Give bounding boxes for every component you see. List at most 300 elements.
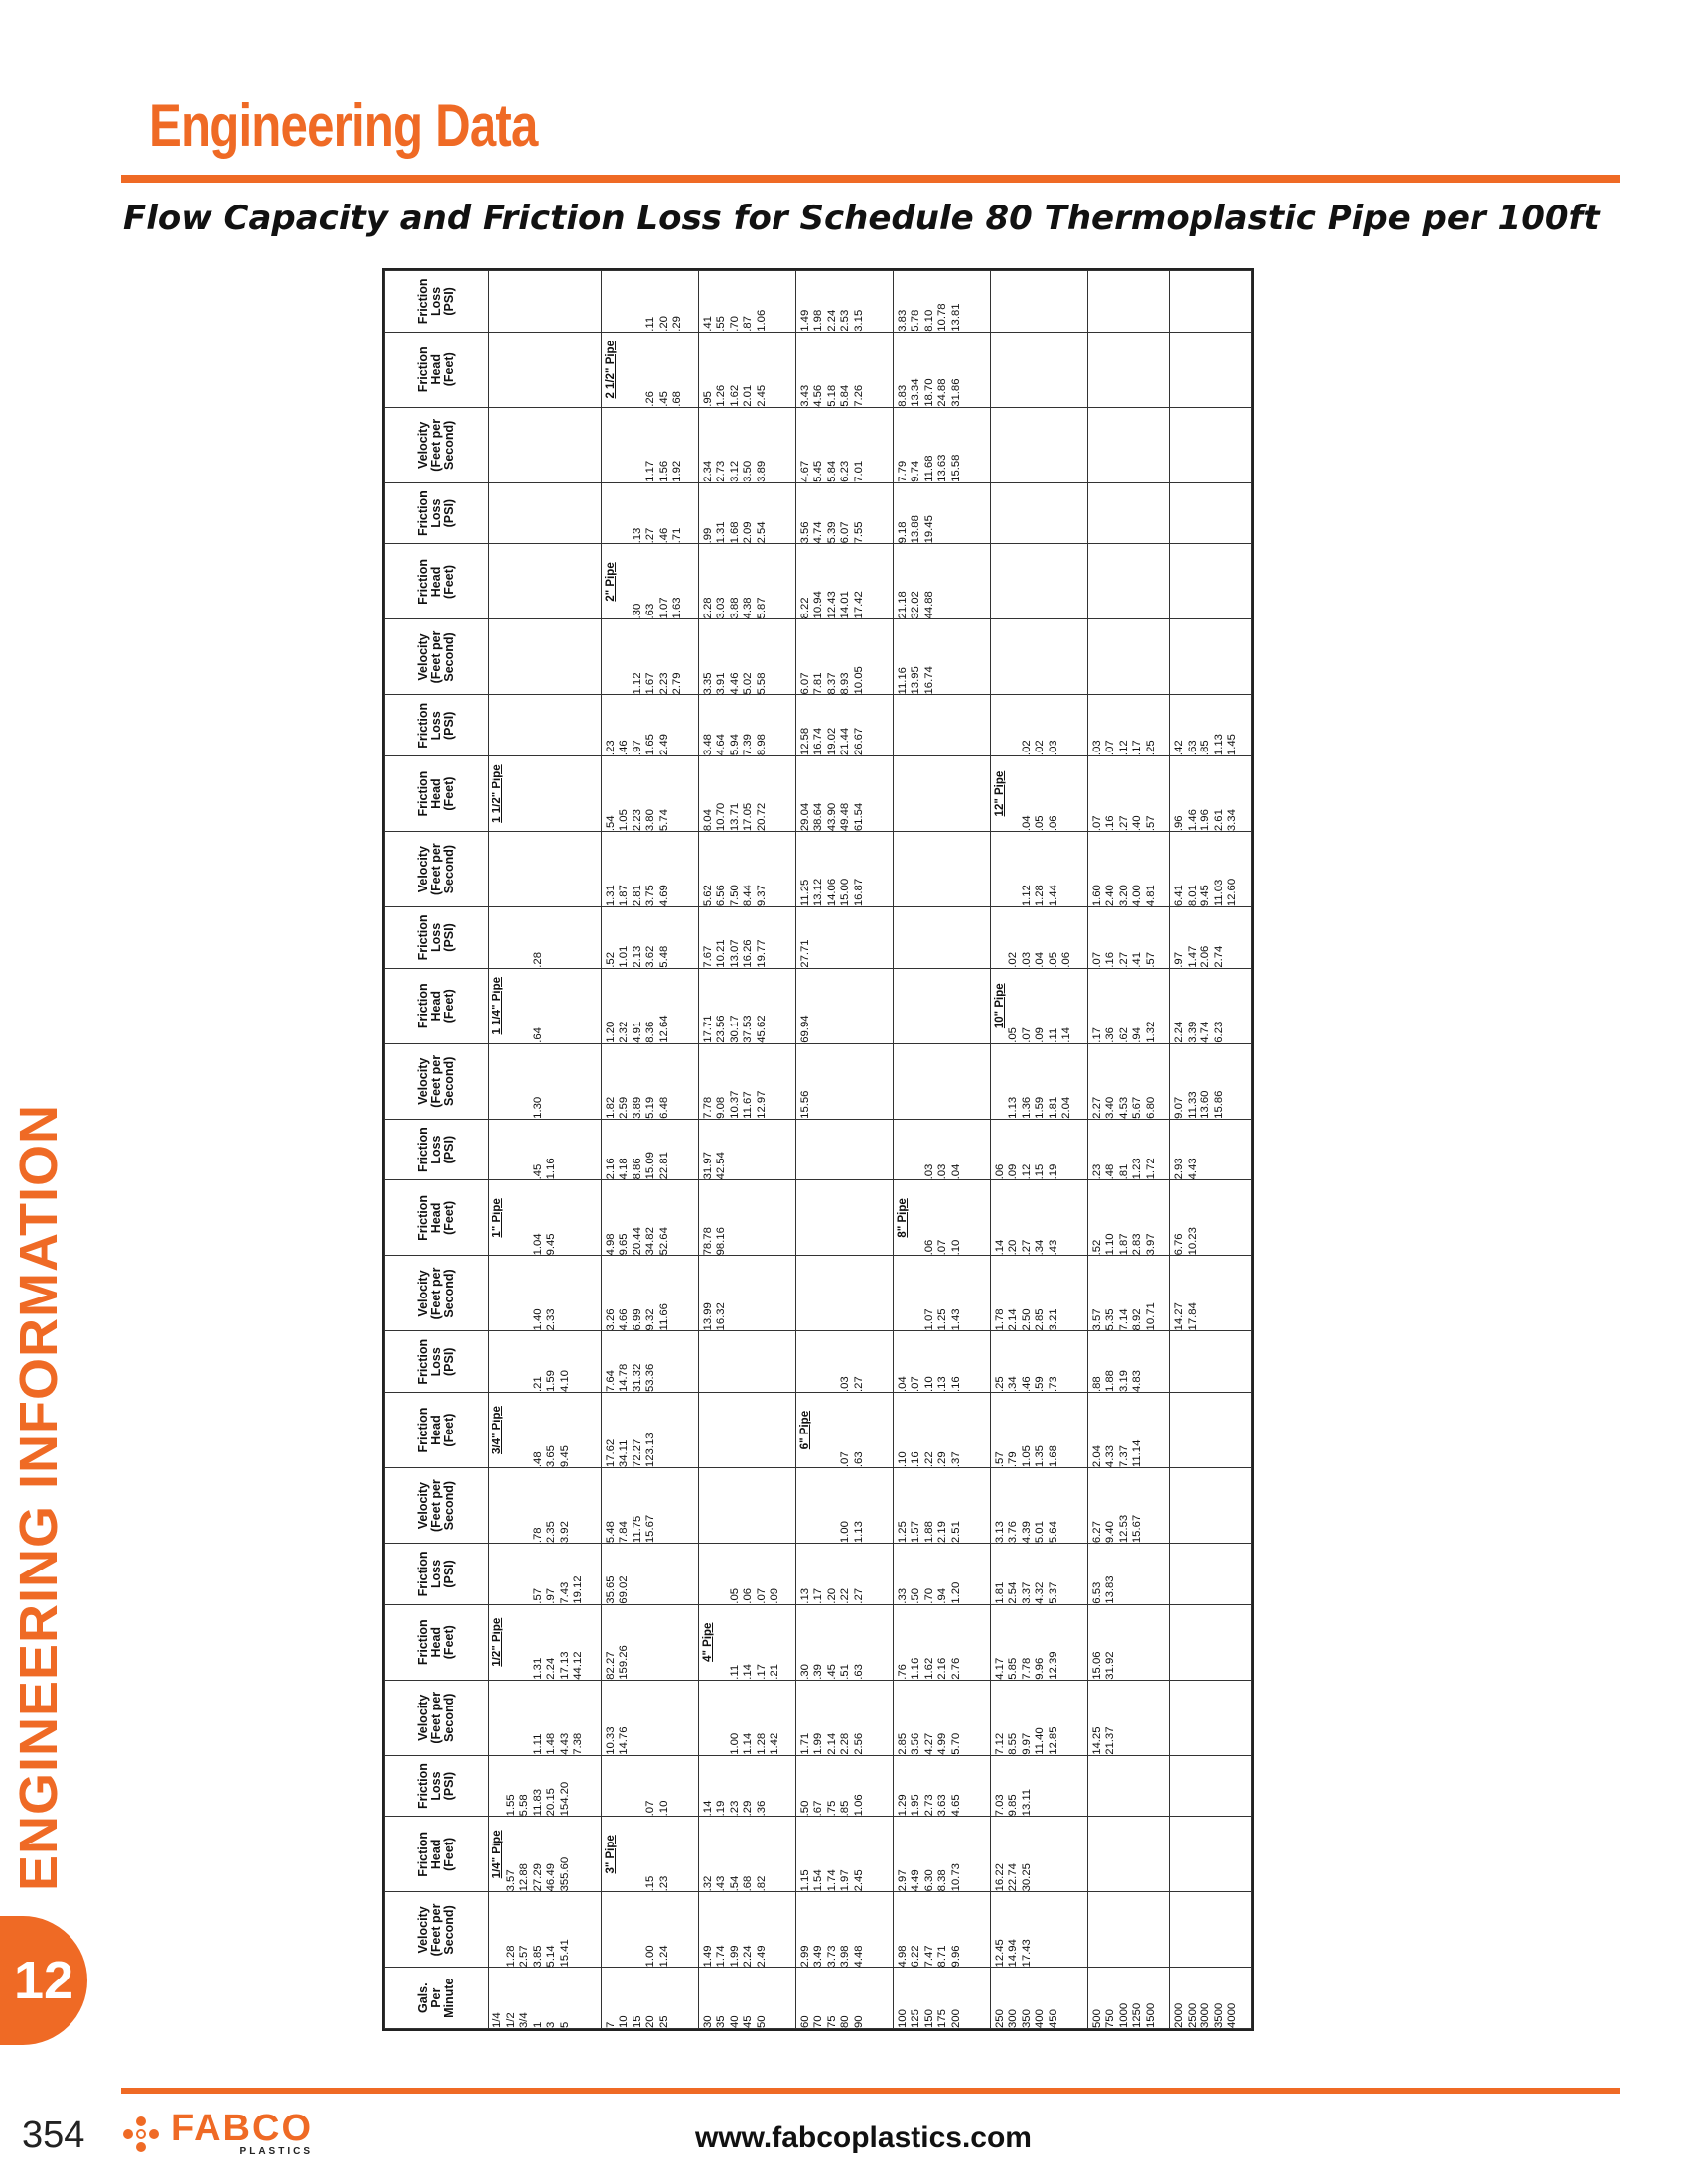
table-value — [545, 832, 559, 906]
table-value: 27.29 — [531, 1863, 544, 1892]
table-value — [1060, 696, 1074, 756]
table-value: 1.07 — [657, 597, 670, 619]
friction-head-cell — [795, 1180, 893, 1256]
friction-head-cell — [1087, 968, 1169, 1043]
table-value: 4.33 — [1104, 1445, 1117, 1468]
header-friction-head-line: Head — [429, 1415, 443, 1445]
table-value — [910, 832, 923, 906]
header-friction-loss-line: Friction — [416, 490, 430, 537]
table-value: .36 — [755, 1800, 768, 1817]
gpm-value: 300 — [1007, 2009, 1020, 2028]
table-value: 3.85 — [531, 1945, 544, 1968]
table-value — [756, 1393, 770, 1467]
velocity-cell — [698, 1468, 795, 1544]
header-friction-loss-line: Loss — [429, 711, 443, 741]
table-value — [618, 1817, 632, 1891]
table-value: .29 — [742, 1800, 755, 1817]
header-velocity-line: (Feet per — [429, 1691, 443, 1744]
gpm-value: 90 — [852, 2015, 865, 2028]
friction-loss-cell — [795, 1544, 893, 1605]
table-value: 12.60 — [1226, 878, 1239, 907]
table-value — [572, 969, 586, 1043]
table-value: 3.34 — [1226, 809, 1239, 832]
table-value — [505, 832, 519, 906]
table-value: 4.64 — [715, 734, 728, 756]
table-value — [910, 969, 923, 1043]
table-value: .12 — [1117, 740, 1130, 756]
table-value: 1.00 — [644, 1945, 657, 1968]
velocity-cell — [1170, 1256, 1252, 1331]
table-value — [702, 1331, 716, 1392]
header-velocity — [385, 1468, 489, 1544]
table-value — [1213, 1544, 1227, 1604]
table-value: .97 — [1173, 952, 1186, 968]
friction-head-cell — [601, 756, 698, 832]
gpm-value: 150 — [922, 2009, 935, 2028]
table-value: 6.27 — [1090, 1521, 1103, 1544]
table-value — [910, 696, 923, 756]
table-value — [729, 1256, 743, 1330]
table-value — [1173, 544, 1187, 618]
friction-loss-cell — [489, 482, 602, 544]
header-velocity — [385, 619, 489, 695]
header-friction-head-line: Friction — [416, 1194, 430, 1241]
friction-head-cell — [795, 1817, 893, 1892]
table-value — [572, 1256, 586, 1330]
gpm-value: 175 — [936, 2009, 949, 2028]
table-value — [1226, 1756, 1240, 1817]
header-friction-loss-line: Friction — [416, 1763, 430, 1809]
table-value — [1226, 1468, 1240, 1543]
table-value — [897, 907, 911, 968]
gpm-cell — [601, 1968, 698, 2029]
table-value: .82 — [755, 1875, 768, 1892]
table-value — [1118, 1817, 1132, 1891]
friction-head-cell — [601, 544, 698, 619]
table-value: .21 — [769, 1664, 781, 1680]
table-value — [1021, 271, 1035, 332]
table-value: 27.71 — [798, 939, 811, 968]
velocity-cell — [990, 407, 1087, 482]
table-value — [853, 1120, 867, 1180]
velocity-cell — [698, 407, 795, 482]
header-velocity-line: Second) — [442, 632, 456, 682]
table-value: 8.86 — [631, 1158, 643, 1180]
table-value: 2.16 — [936, 1657, 949, 1680]
table-value: .09 — [1007, 1163, 1020, 1180]
friction-loss-cell — [489, 695, 602, 756]
table-value — [1173, 1544, 1187, 1604]
table-value: 1.57 — [910, 1521, 922, 1544]
table-value — [729, 1468, 743, 1543]
table-value: 1.20 — [949, 1581, 962, 1604]
table-value — [936, 907, 950, 968]
header-friction-loss-line: Loss — [429, 922, 443, 953]
table-value: .94 — [1131, 1027, 1144, 1043]
table-value: 15.67 — [1131, 1514, 1144, 1544]
table-value — [632, 333, 645, 407]
table-value — [866, 1393, 880, 1467]
table-value: 4.43 — [1186, 1158, 1198, 1180]
table-value: 3.20 — [1117, 885, 1130, 907]
table-value — [1021, 483, 1035, 544]
table-value — [559, 696, 573, 756]
velocity-cell — [1170, 619, 1252, 695]
table-value: .46 — [657, 527, 670, 544]
friction-loss-cell — [698, 1755, 795, 1817]
table-value: 1.62 — [728, 384, 741, 407]
table-value: 1.47 — [1186, 945, 1198, 968]
table-value: 3.13 — [993, 1521, 1006, 1544]
friction-head-cell — [893, 1604, 990, 1680]
table-value: 3.75 — [644, 885, 657, 907]
table-value: 5.39 — [825, 521, 838, 544]
table-value: 6.56 — [715, 885, 728, 907]
friction-loss-cell — [795, 271, 893, 333]
table-value — [532, 619, 546, 694]
table-value: 1.81 — [993, 1581, 1006, 1604]
table-value — [866, 1331, 880, 1392]
table-value: 8.83 — [896, 384, 909, 407]
table-value: 5.14 — [545, 1945, 557, 1968]
table-value: 3.62 — [644, 945, 657, 968]
table-value — [572, 1331, 586, 1392]
table-value — [1007, 832, 1021, 906]
header-velocity-line: (Feet per — [429, 418, 443, 472]
friction-loss-cell — [990, 271, 1087, 333]
table-value: 3.89 — [631, 1096, 643, 1119]
table-value — [1213, 1892, 1227, 1967]
friction-loss-cell — [1087, 695, 1169, 756]
table-value — [1199, 333, 1213, 407]
table-value: .88 — [1090, 1376, 1103, 1393]
table-value: 5.37 — [1047, 1581, 1059, 1604]
gpm-cell — [1087, 1968, 1169, 2029]
table-value: 4.27 — [922, 1732, 935, 1755]
table-value — [572, 1393, 586, 1467]
friction-loss-cell — [601, 271, 698, 333]
table-value: 13.95 — [910, 666, 922, 695]
table-value — [618, 333, 632, 407]
gpm-value: 200 — [949, 2009, 962, 2028]
table-value: 15.67 — [644, 1514, 657, 1544]
table-value: .23 — [1090, 1163, 1103, 1180]
table-value: .05 — [1007, 1027, 1020, 1043]
friction-head-cell — [489, 756, 602, 832]
table-value — [559, 271, 573, 332]
table-value: 2.19 — [936, 1521, 949, 1544]
table-value — [1213, 333, 1227, 407]
table-value: 9.32 — [644, 1308, 657, 1331]
table-value: 2.23 — [631, 809, 643, 832]
table-value: 30.25 — [1020, 1863, 1033, 1892]
table-value — [1131, 1892, 1145, 1967]
table-value — [518, 333, 532, 407]
table-value: 1.68 — [1047, 1445, 1059, 1468]
table-body — [489, 271, 1252, 2029]
table-value: 10.05 — [852, 666, 865, 695]
table-value — [1226, 1180, 1240, 1255]
table-value — [1131, 1817, 1145, 1891]
table-value: 1.10 — [1104, 1233, 1117, 1256]
table-value: 7.26 — [852, 384, 865, 407]
table-value: 31.86 — [949, 378, 962, 407]
table-value: 12.43 — [825, 591, 838, 619]
table-value: 3.35 — [701, 672, 714, 695]
table-value: 45.62 — [755, 1015, 768, 1043]
table-value: .27 — [852, 1376, 865, 1393]
header-velocity-line: (Feet per — [429, 1054, 443, 1108]
pipe-size-label: 2" Pipe — [604, 562, 617, 602]
friction-loss-cell — [1170, 1331, 1252, 1393]
velocity-cell — [489, 1043, 602, 1119]
table-value — [1104, 619, 1118, 694]
velocity-cell — [795, 619, 893, 695]
table-value: 3.40 — [1104, 1096, 1117, 1119]
table-value: 2.13 — [631, 945, 643, 968]
flow-table-frame — [382, 268, 1254, 2031]
table-value: 31.92 — [1104, 1651, 1117, 1680]
table-value — [1131, 619, 1145, 694]
table-value: .33 — [896, 1587, 909, 1604]
table-value: 4.74 — [1199, 1021, 1212, 1043]
friction-head-cell — [795, 756, 893, 832]
table-value: .34 — [1007, 1376, 1020, 1393]
pipe-size-label — [605, 271, 619, 332]
table-value: 52.64 — [657, 1227, 670, 1256]
table-value — [559, 907, 573, 968]
table-value: 1.62 — [922, 1657, 935, 1680]
table-value: .20 — [1007, 1239, 1020, 1256]
table-value: .27 — [1117, 815, 1130, 832]
velocity-cell — [1087, 1256, 1169, 1331]
table-value — [1226, 619, 1240, 694]
table-value: 1.67 — [644, 672, 657, 695]
table-value — [910, 1180, 923, 1255]
table-value: .07 — [1090, 815, 1103, 832]
header-velocity — [385, 1680, 489, 1755]
table-value: 1.99 — [812, 1732, 825, 1755]
table-value: .97 — [631, 740, 643, 756]
table-value: 1.29 — [896, 1794, 909, 1817]
table-value — [994, 483, 1008, 544]
table-value — [1199, 1180, 1213, 1255]
header-velocity-line: (Feet per — [429, 1267, 443, 1320]
gpm-value: 5 — [558, 2021, 571, 2028]
gpm-value: 1 — [531, 2021, 544, 2028]
table-value — [994, 333, 1008, 407]
table-value: .13 — [631, 527, 643, 544]
table-value — [572, 1120, 586, 1180]
table-value: 3.48 — [701, 734, 714, 756]
table-value — [1060, 832, 1074, 906]
table-value: 3.97 — [1144, 1233, 1157, 1256]
header-friction-loss-line: Friction — [416, 914, 430, 961]
table-value — [658, 1605, 672, 1680]
table-value: .10 — [949, 1239, 962, 1256]
table-value: 17.05 — [742, 802, 755, 832]
table-value: 9.37 — [755, 885, 768, 907]
table-value: 11.14 — [1131, 1439, 1144, 1468]
table-value — [715, 1605, 729, 1680]
table-value: 5.87 — [755, 597, 768, 619]
header-friction-head-line: (Feet) — [442, 352, 456, 387]
table-value — [897, 756, 911, 831]
table-value: 6.30 — [922, 1869, 935, 1892]
table-value: .07 — [839, 1451, 852, 1468]
header-velocity — [385, 407, 489, 482]
table-value: 4.83 — [1131, 1370, 1144, 1393]
table-value: 5.64 — [1047, 1521, 1059, 1544]
table-value — [1034, 1892, 1048, 1967]
table-value — [505, 1544, 519, 1604]
velocity-cell — [795, 832, 893, 907]
table-value: 1.20 — [604, 1021, 617, 1043]
table-value: 1.99 — [728, 1945, 741, 1968]
table-value — [1145, 1544, 1159, 1604]
table-value — [1187, 483, 1200, 544]
table-value — [1226, 1817, 1240, 1891]
table-value — [1048, 483, 1061, 544]
friction-head-cell — [601, 1393, 698, 1468]
table-value: 1.00 — [728, 1732, 741, 1755]
table-value: .13 — [798, 1587, 811, 1604]
table-value: .30 — [798, 1664, 811, 1680]
table-value — [1007, 696, 1021, 756]
gpm-value: 10 — [618, 2015, 631, 2028]
table-value — [729, 1331, 743, 1392]
table-value: 6.76 — [1173, 1233, 1186, 1256]
table-value — [545, 619, 559, 694]
table-value: 1.82 — [604, 1096, 617, 1119]
table-value: 123.13 — [644, 1433, 657, 1468]
table-value — [1034, 271, 1048, 332]
table-value — [505, 544, 519, 618]
fabco-logo — [123, 2108, 313, 2157]
table-value — [839, 1044, 853, 1119]
friction-loss-cell — [893, 1544, 990, 1605]
header-friction-head-line: Head — [429, 353, 443, 385]
table-value: 2.49 — [657, 734, 670, 756]
header-friction-head-line: (Feet) — [442, 1413, 456, 1447]
table-value: 15.41 — [558, 1939, 571, 1968]
table-value: 3.56 — [798, 521, 811, 544]
table-value: 13.11 — [1020, 1788, 1033, 1817]
table-value — [572, 1180, 586, 1255]
table-value — [1199, 1256, 1213, 1330]
velocity-cell — [601, 1468, 698, 1544]
gpm-value: 125 — [910, 2009, 922, 2028]
table-value: 2.76 — [949, 1657, 962, 1680]
table-value — [505, 483, 519, 544]
table-value — [1199, 1756, 1213, 1817]
table-value: .11 — [644, 316, 657, 332]
pipe-size-label: 1" Pipe — [492, 1198, 503, 1238]
table-value: .70 — [728, 316, 741, 332]
table-value — [505, 1256, 519, 1330]
header-friction-head — [385, 332, 489, 407]
table-value — [1145, 1892, 1159, 1967]
website-link[interactable]: www.fabcoplastics.com — [695, 2121, 1032, 2154]
table-value — [518, 696, 532, 756]
table-value — [1226, 1605, 1240, 1680]
table-value — [658, 1393, 672, 1467]
table-value: .27 — [852, 1587, 865, 1604]
table-value — [632, 1756, 645, 1817]
friction-head-cell — [1170, 1604, 1252, 1680]
table-value: 8.36 — [644, 1021, 657, 1043]
table-value: 1.31 — [531, 1657, 544, 1680]
table-value: 2.23 — [657, 672, 670, 695]
table-value — [853, 907, 867, 968]
table-value: 4.98 — [604, 1233, 617, 1256]
table-value — [1199, 1817, 1213, 1891]
table-value — [559, 832, 573, 906]
table-value: .07 — [910, 1376, 922, 1393]
table-value: 10.70 — [715, 802, 728, 832]
friction-head-cell — [489, 1604, 602, 1680]
table-value: .57 — [993, 1451, 1006, 1468]
table-value: 2.74 — [1212, 945, 1225, 968]
table-value — [572, 907, 586, 968]
table-value: .29 — [936, 1451, 949, 1468]
table-value — [994, 271, 1008, 332]
table-value — [715, 1393, 729, 1467]
table-value — [729, 1393, 743, 1467]
header-friction-loss-line: (PSI) — [442, 498, 456, 528]
table-value: 3.03 — [715, 597, 728, 619]
table-value: .62 — [1117, 1027, 1130, 1043]
table-value — [950, 907, 964, 968]
table-value — [1187, 271, 1200, 332]
table-value: 2.27 — [1090, 1096, 1103, 1119]
table-value — [1226, 1120, 1240, 1180]
table-value: .39 — [812, 1664, 825, 1680]
table-value — [994, 408, 1008, 482]
table-value — [572, 1892, 586, 1967]
table-value — [572, 1756, 586, 1817]
table-value — [1199, 1393, 1213, 1467]
velocity-cell — [893, 1680, 990, 1755]
gpm-cell — [795, 1968, 893, 2029]
table-value — [618, 483, 632, 544]
table-value: 2.04 — [1060, 1096, 1073, 1119]
table-value — [1021, 619, 1035, 694]
velocity-cell — [489, 1680, 602, 1755]
table-value: 49.48 — [839, 802, 852, 832]
table-value — [1187, 408, 1200, 482]
velocity-cell — [893, 1468, 990, 1544]
friction-loss-cell — [1087, 1755, 1169, 1817]
friction-head-cell — [698, 968, 795, 1043]
table-value — [826, 907, 840, 968]
velocity-cell — [1087, 1892, 1169, 1968]
gpm-value: 80 — [839, 2015, 852, 2028]
table-value: 4.00 — [1131, 885, 1144, 907]
table-value: 2.28 — [839, 1732, 852, 1755]
table-value — [936, 544, 950, 618]
friction-head-cell — [698, 1393, 795, 1468]
table-value: 5.58 — [518, 1794, 530, 1817]
table-value: .17 — [1131, 740, 1144, 756]
velocity-cell — [990, 1256, 1087, 1331]
table-value: 3.63 — [936, 1794, 949, 1817]
friction-loss-cell — [990, 1755, 1087, 1817]
header-friction-loss-line: Friction — [416, 278, 430, 325]
table-value — [492, 619, 505, 694]
gpm-value: 40 — [728, 2015, 741, 2028]
table-value — [897, 832, 911, 906]
